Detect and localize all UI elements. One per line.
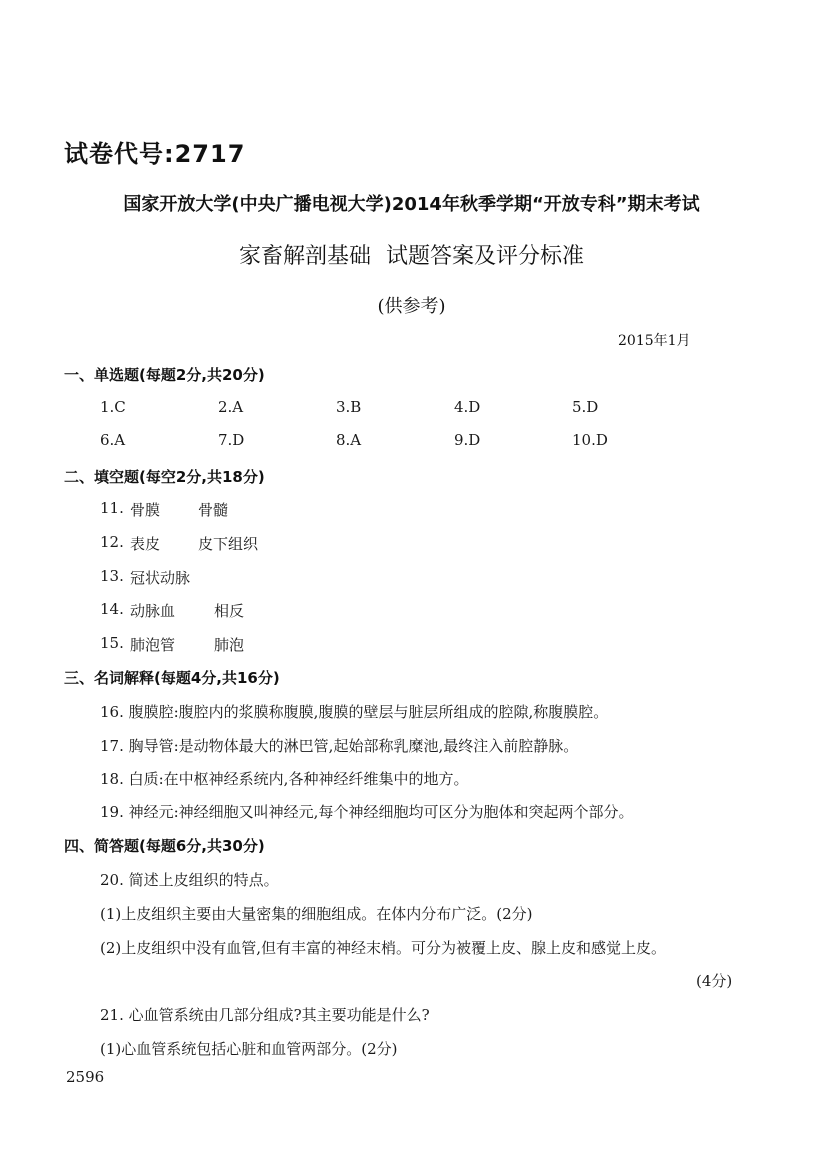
fill-in-answer: 肺泡管 [130, 636, 176, 654]
fill-in-answer: 相反 [214, 602, 245, 620]
mc-answer: 8.A [336, 431, 362, 449]
definition-item: 18. 白质:在中枢神经系统内,各种神经纤维集中的地方。 [100, 770, 469, 788]
paper-code: 试卷代号:2717 [64, 140, 246, 168]
answer-20-part-2: (2)上皮组织中没有血管,但有丰富的神经末梢。可分为被覆上皮、腺上皮和感觉上皮。 [100, 939, 667, 957]
fill-in-number: 13. [100, 567, 124, 585]
section-title-short-answer: 四、简答题(每题6分,共30分) [64, 837, 265, 855]
fill-in-answer: 表皮 [130, 535, 161, 553]
page-number: 2596 [66, 1068, 105, 1086]
mc-answer: 7.D [218, 431, 245, 449]
exam-header: 国家开放大学(中央广播电视大学)2014年秋季学期“开放专科”期末考试 [123, 194, 700, 215]
fill-in-answer: 骨髓 [198, 501, 229, 519]
question-20: 20. 简述上皮组织的特点。 [100, 871, 279, 889]
fill-in-number: 12. [100, 533, 124, 551]
answer-20-part-1: (1)上皮组织主要由大量密集的细胞组成。在体内分布广泛。(2分) [100, 905, 533, 923]
question-21: 21. 心血管系统由几部分组成?其主要功能是什么? [100, 1006, 430, 1024]
mc-answer: 6.A [100, 431, 126, 449]
section-title-fill-in: 二、填空题(每空2分,共18分) [64, 468, 265, 486]
mc-answer: 10.D [572, 431, 608, 449]
mc-answer: 5.D [572, 398, 599, 416]
definition-item: 16. 腹膜腔:腹腔内的浆膜称腹膜,腹膜的壁层与脏层所组成的腔隙,称腹膜腔。 [100, 703, 609, 721]
document-title: 家畜解剖基础 试题答案及评分标准 [239, 244, 584, 269]
fill-in-answer: 皮下组织 [198, 535, 259, 553]
fill-in-answer: 肺泡 [214, 636, 245, 654]
fill-in-answer: 骨膜 [130, 501, 161, 519]
mc-answer: 2.A [218, 398, 244, 416]
fill-in-number: 11. [100, 499, 124, 517]
mc-answer: 9.D [454, 431, 481, 449]
definition-item: 19. 神经元:神经细胞又叫神经元,每个神经细胞均可区分为胞体和突起两个部分。 [100, 803, 634, 821]
mc-answer: 3.B [336, 398, 362, 416]
answer-21-part-1: (1)心血管系统包括心脏和血管两部分。(2分) [100, 1040, 398, 1058]
answer-20-score: (4分) [696, 972, 733, 990]
fill-in-number: 15. [100, 634, 124, 652]
mc-answer: 1.C [100, 398, 126, 416]
fill-in-number: 14. [100, 600, 124, 618]
fill-in-answer: 动脉血 [130, 602, 176, 620]
definition-item: 17. 胸导管:是动物体最大的淋巴管,起始部称乳糜池,最终注入前腔静脉。 [100, 737, 579, 755]
fill-in-answer: 冠状动脉 [130, 569, 191, 587]
section-title-definitions: 三、名词解释(每题4分,共16分) [64, 669, 280, 687]
mc-answer: 4.D [454, 398, 481, 416]
section-title-multiple-choice: 一、单选题(每题2分,共20分) [64, 366, 265, 384]
document-subtitle: (供参考) [377, 296, 446, 317]
document-date: 2015年1月 [618, 333, 691, 349]
